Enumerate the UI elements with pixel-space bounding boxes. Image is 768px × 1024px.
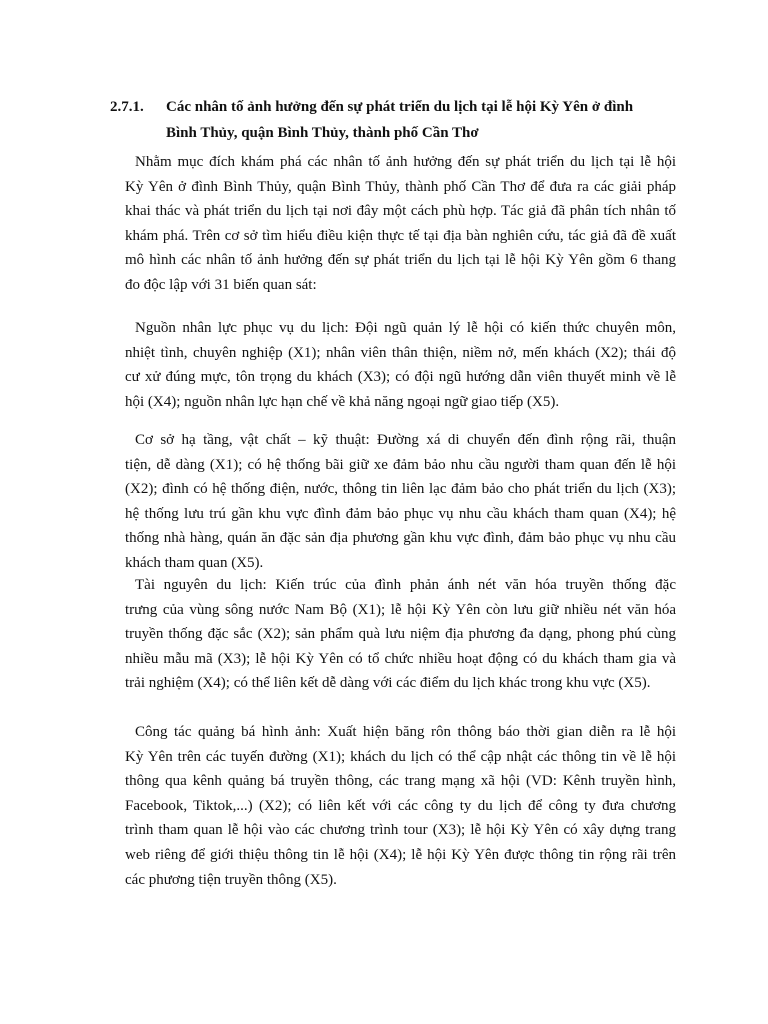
text-line: thống nhà hàng, quán ăn đặc sản địa phương gần khu vực đình, đảm bảo phục vụ nhu cầu xyxy=(125,530,676,547)
text-line: Cơ sở hạ tầng, vật chất – kỹ thuật: Đường xá di chuyển đến đình rộng rãi, thuận xyxy=(135,432,676,448)
text-line: khách tham quan (X5). xyxy=(125,554,264,571)
text-line: tiện, dễ dàng (X1); có hệ thống bãi giữ xe đảm bảo nhu cầu người tham quan đến lễ hội xyxy=(125,456,676,473)
text-line: các phương tiện truyền thông (X5). xyxy=(125,871,337,888)
text-line: khám phá. Trên cơ sở tìm hiểu điều kiện thực tế tại địa bàn nghiên cứu, tác giả đã đề xuất xyxy=(125,227,676,244)
text-line: Công tác quảng bá hình ảnh: Xuất hiện băng rôn thông báo thời gian diễn ra lễ hội xyxy=(135,724,676,740)
paragraph-human-resources xyxy=(115,316,676,414)
text-line: (X2); đình có hệ thống điện, nước, thông tin liên lạc đảm bảo cho phát triển du lịch (X3); xyxy=(125,481,676,498)
text-line: khai thác và phát triển du lịch tại nơi đây một cách phù hợp. Tác giả đã phân tích nhân tố xyxy=(125,203,676,220)
text-line: Kỳ Yên ở đình Bình Thủy, quận Bình Thủy, thành phố Cần Thơ để đưa ra các giải pháp xyxy=(125,178,676,195)
text-line: Tài nguyên du lịch: Kiến trúc của đình phản ánh nét văn hóa truyền thống đặc xyxy=(135,577,676,593)
text-line: đo độc lập với 31 biến quan sát: xyxy=(125,276,317,293)
text-line: web riêng để giới thiệu thông tin lễ hội (X4); lễ hội Kỳ Yên được thông tin rộng rãi trên xyxy=(125,846,676,863)
text-line: thông qua kênh quảng bá truyền thông, các trang mạng xã hội (VD: Kênh truyền hình, xyxy=(125,773,676,790)
text-line: hội (X4); nguồn nhân lực hạn chế về khả năng ngoại ngữ giao tiếp (X5). xyxy=(125,393,560,410)
text-line: trình tham quan lễ hội vào các chương trình tour (X3); lễ hội Kỳ Yên có xây dựng trang xyxy=(125,822,676,839)
text-line: Facebook, Tiktok,...) (X2); có liên kết với các công ty du lịch để công ty đưa chương xyxy=(125,797,676,814)
text-line: Kỳ Yên trên các tuyến đường (X1); khách du lịch có thể cập nhật các thông tin về lễ hội xyxy=(125,748,676,765)
text-line: hệ thống lưu trú gần khu vực đình đảm bảo phục vụ nhu cầu khách tham quan (X4); hệ xyxy=(125,505,676,522)
text-line: trưng của vùng sông nước Nam Bộ (X1); lễ hội Kỳ Yên còn lưu giữ nhiều nét văn hóa xyxy=(125,601,676,618)
paragraph-infrastructure xyxy=(115,428,676,576)
text-line: nhiệt tình, chuyên nghiệp (X1); nhân viên thân thiện, niềm nở, mến khách (X2); thái độ xyxy=(125,344,676,361)
paragraph-intro xyxy=(115,150,676,298)
section-title-line-1: Các nhân tố ảnh hưởng đến sự phát triển du lịch tại lễ hội Kỳ Yên ở đình xyxy=(166,99,634,115)
paragraph-tourism-resources xyxy=(115,573,676,696)
text-line: mô hình các nhân tố ảnh hưởng đến sự phát triển du lịch tại lễ hội Kỳ Yên gồm 6 thang xyxy=(125,252,676,269)
text-line: truyền thống đặc sắc (X2); sản phẩm quà lưu niệm địa phương đa dạng, phong phú cùng xyxy=(125,626,676,643)
section-heading-line-1 xyxy=(110,94,700,120)
section-heading xyxy=(110,94,700,146)
text-line: Nguồn nhân lực phục vụ du lịch: Đội ngũ quản lý lễ hội có kiến thức chuyên môn, xyxy=(135,320,676,336)
paragraph-promotion xyxy=(115,720,676,892)
section-title-line-2: Bình Thủy, quận Bình Thủy, thành phố Cần Thơ xyxy=(166,125,479,141)
text-line: nhiều mẫu mã (X3); lễ hội Kỳ Yên có tổ chức nhiều hoạt động có du khách tham gia và xyxy=(125,650,676,667)
section-number: 2.7.1. xyxy=(110,99,144,115)
text-line: Nhằm mục đích khám phá các nhân tố ảnh hưởng đến sự phát triển du lịch tại lễ hội xyxy=(135,154,676,170)
text-line: trải nghiệm (X4); có thể liên kết dễ dàng với các điểm du lịch khác trong khu vực (X5). xyxy=(125,675,651,692)
text-line: cư xử đúng mực, tôn trọng du khách (X3); có đội ngũ hướng dẫn viên thuyết minh về lễ xyxy=(125,369,676,386)
